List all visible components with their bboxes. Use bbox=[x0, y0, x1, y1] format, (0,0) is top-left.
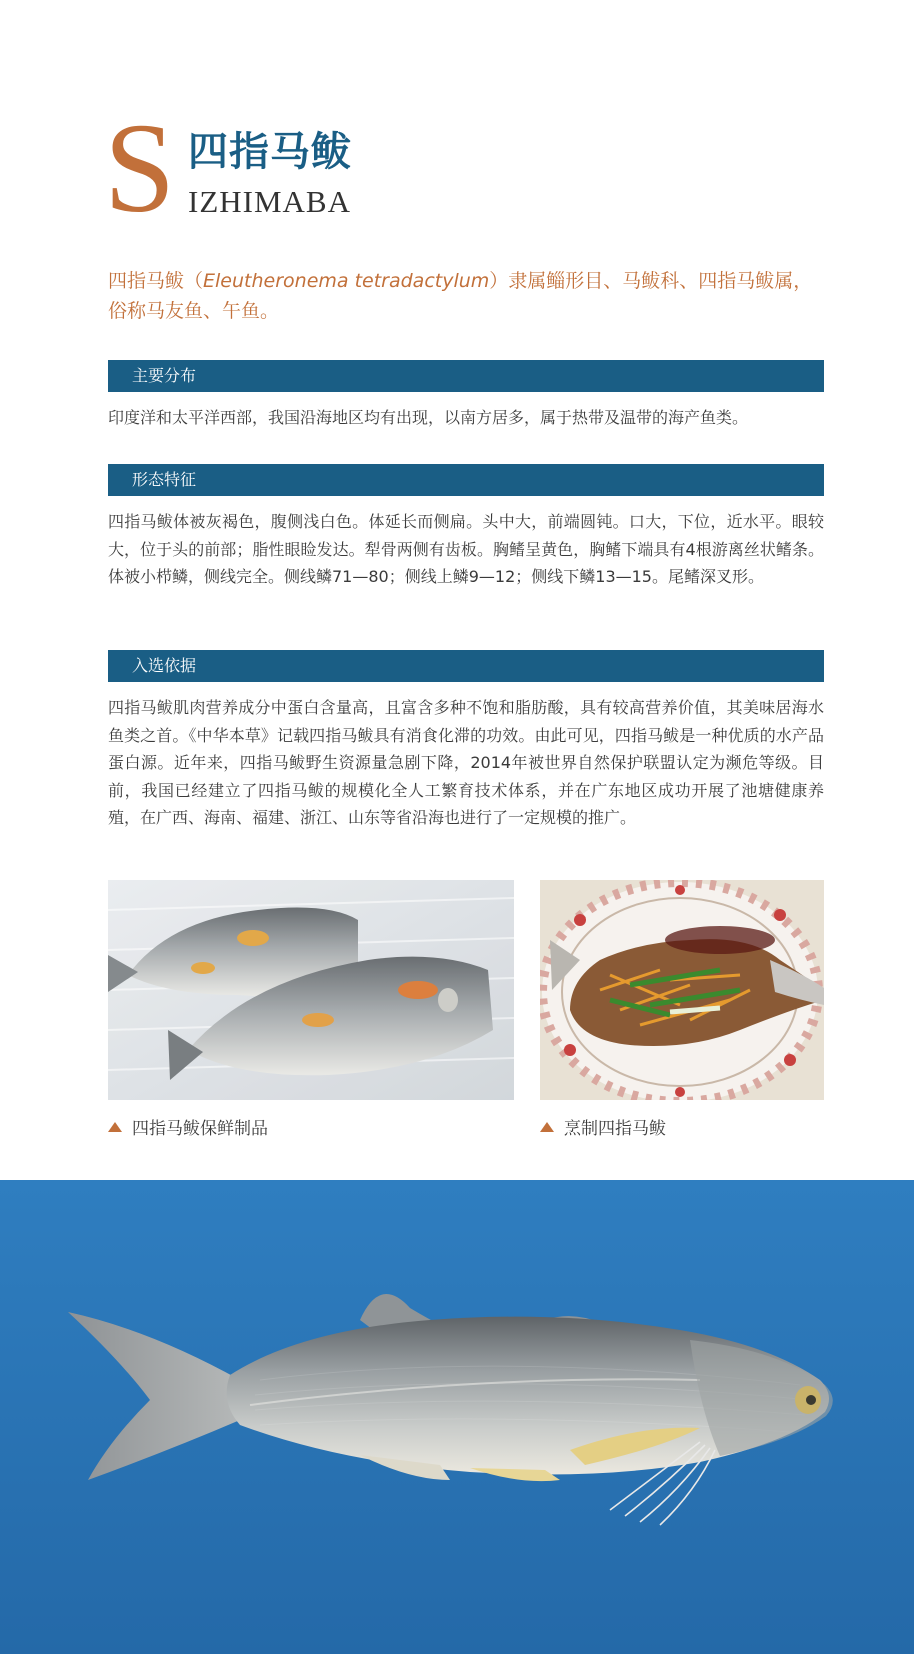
page-title-pinyin: IZHIMABA bbox=[188, 184, 351, 219]
intro-suffix: ）隶属鲻形目、马鲅科、四指马鲅属，俗称马友鱼、午鱼。 bbox=[108, 270, 813, 322]
page-header bbox=[104, 97, 504, 239]
intro-prefix: 四指马鲅（ bbox=[108, 270, 204, 292]
cooked-fish-caption bbox=[540, 1118, 666, 1140]
section-heading-distribution: 主要分布 bbox=[108, 360, 824, 392]
section-heading-morphology: 形态特征 bbox=[108, 464, 824, 496]
section-body-morphology: 四指马鲅体被灰褐色，腹侧浅白色。体延长而侧扁。头中大，前端圆钝。口大，下位，近水平。眼较大，位于头的前部；脂性眼睑发达。犁骨两侧有齿板。胸鳍呈黄色，胸鳍下端具有4根游离丝状鳍条。体被小栉鳞，侧线完全。侧线鳞71—80；侧线上鳞9—12；侧线下鳞13—15。尾鳍深叉形。 bbox=[108, 512, 824, 586]
intro-latin-name: Eleutheronema tetradactylum bbox=[203, 270, 490, 292]
fresh-product-caption-text: 四指马鲅保鲜制品 bbox=[132, 1119, 268, 1139]
fresh-product-caption bbox=[108, 1118, 268, 1140]
triangle-marker-icon bbox=[540, 1122, 554, 1132]
page-title: 四指马鲅 bbox=[188, 129, 352, 175]
section-heading-selection-basis: 入选依据 bbox=[108, 650, 824, 682]
fish-specimen-photo bbox=[0, 1180, 914, 1654]
triangle-marker-icon bbox=[108, 1122, 122, 1132]
initial-letter: S bbox=[104, 97, 176, 239]
cooked-fish-caption-text: 烹制四指马鲅 bbox=[564, 1119, 666, 1139]
intro-paragraph bbox=[108, 266, 824, 326]
fresh-product-photo bbox=[108, 880, 514, 1100]
cooked-fish-photo bbox=[540, 880, 824, 1100]
section-body-selection-basis: 四指马鲅肌肉营养成分中蛋白含量高，且富含多种不饱和脂肪酸，具有较高营养价值，其美味居海水鱼类之首。《中华本草》记载四指马鲅具有消食化滞的功效。由此可见，四指马鲅是一种优质的水产品蛋白源。近年来，四指马鲅野生资源量急剧下降，2014年被世界自然保护联盟认定为濒危等级。目前，我国已经建立了四指马鲅的规模化全人工繁育技术体系，并在广东地区成功开展了池塘健康养殖，在广西、海南、福建、浙江、山东等省沿海也进行了一定规模的推广。 bbox=[108, 698, 824, 827]
section-body-distribution: 印度洋和太平洋西部，我国沿海地区均有出现，以南方居多，属于热带及温带的海产鱼类。 bbox=[108, 408, 749, 427]
